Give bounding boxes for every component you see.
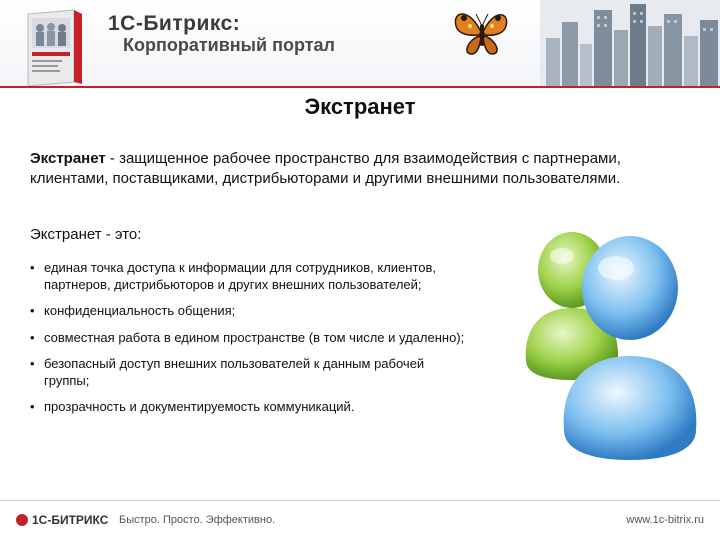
footer-logo-text: 1С-БИТРИКС	[32, 513, 109, 527]
intro-paragraph	[30, 149, 680, 188]
list-item-text: прозрачность и документируемость коммуникаций.	[44, 399, 355, 414]
list-item-text: конфиденциальность общения;	[44, 303, 236, 318]
users-icon	[520, 210, 700, 470]
bullet-marker: •	[30, 303, 35, 318]
brand-title: 1С-Битрикс:	[108, 12, 241, 35]
list-item	[30, 303, 470, 320]
bullet-marker: •	[30, 329, 35, 345]
intro-term: Экстранет	[30, 150, 106, 167]
intro-text: - защищенное рабочее пространство для взаимодействия с партнерами, клиентами, поставщиками, дистрибьюторами и другими внешними пользователями.	[30, 150, 621, 187]
bullet-marker: •	[30, 399, 35, 414]
feature-list	[30, 260, 470, 426]
list-item	[30, 356, 470, 389]
list-item-text: единая точка доступа к информации для сотрудников, клиентов, партнеров, дистрибьюторов и других внешних пользователей;	[44, 260, 437, 292]
logo-circle-icon	[16, 514, 28, 526]
header-divider	[0, 86, 720, 88]
slide-title: Экстранет	[304, 94, 416, 119]
footer-slogan: Быстро. Просто. Эффективно.	[119, 514, 276, 526]
city-skyline-icon	[540, 0, 720, 86]
list-item-text: безопасный доступ внешних пользователей к данным рабочей группы;	[44, 356, 425, 388]
list-item	[30, 260, 470, 293]
footer-divider	[0, 500, 720, 501]
product-box-icon	[22, 8, 84, 86]
bullet-marker: •	[30, 356, 35, 371]
butterfly-icon	[450, 4, 512, 60]
list-item	[30, 330, 470, 347]
footer-logo	[16, 513, 108, 527]
definition-lead: Экстранет - это:	[30, 226, 142, 243]
list-item	[30, 399, 470, 416]
slide-header	[0, 0, 720, 86]
bullet-marker: •	[30, 260, 35, 275]
list-item-text: совместная работа в едином пространстве (в том числе и удаленно);	[44, 329, 465, 345]
footer-url[interactable]: www.1c-bitrix.ru	[626, 514, 704, 526]
brand-subtitle: Корпоративный портал	[123, 35, 335, 55]
